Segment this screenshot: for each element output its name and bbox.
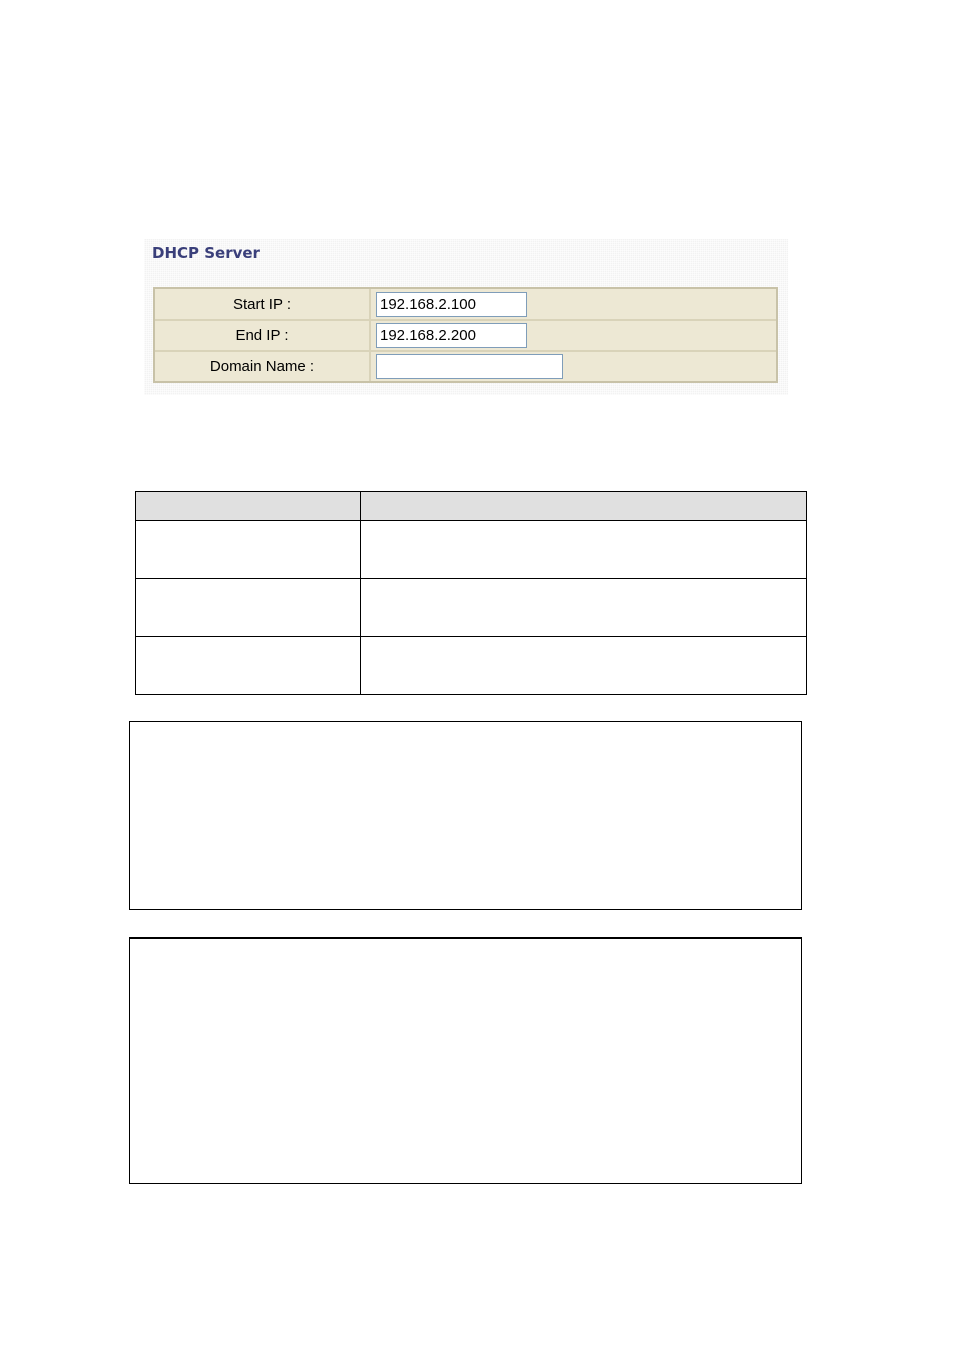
dhcp-settings-table — [153, 287, 778, 383]
table-cell — [361, 637, 807, 695]
dhcp-server-title: DHCP Server — [152, 244, 260, 262]
table-row — [136, 637, 807, 695]
table-cell — [361, 521, 807, 579]
table-cell — [136, 579, 361, 637]
table-row — [136, 579, 807, 637]
start-ip-label: Start IP : — [155, 289, 371, 319]
table-cell — [361, 579, 807, 637]
table-header-cell — [361, 492, 807, 521]
table-cell — [136, 637, 361, 695]
end-ip-label: End IP : — [155, 321, 371, 350]
end-ip-row — [155, 319, 776, 350]
end-ip-cell — [371, 321, 776, 350]
start-ip-input[interactable] — [376, 292, 527, 317]
start-ip-cell — [371, 289, 776, 319]
table-cell — [136, 521, 361, 579]
domain-name-cell — [371, 352, 776, 381]
domain-name-input[interactable] — [376, 354, 563, 379]
end-ip-input[interactable] — [376, 323, 527, 348]
domain-name-label: Domain Name : — [155, 352, 371, 381]
parameter-description-table — [135, 491, 807, 695]
note-box — [129, 721, 802, 910]
table-row — [136, 521, 807, 579]
table-header-cell — [136, 492, 361, 521]
domain-name-row — [155, 350, 776, 381]
note-box — [129, 937, 802, 1184]
table-header-row — [136, 492, 807, 521]
dhcp-server-panel — [144, 239, 788, 395]
start-ip-row — [155, 289, 776, 319]
